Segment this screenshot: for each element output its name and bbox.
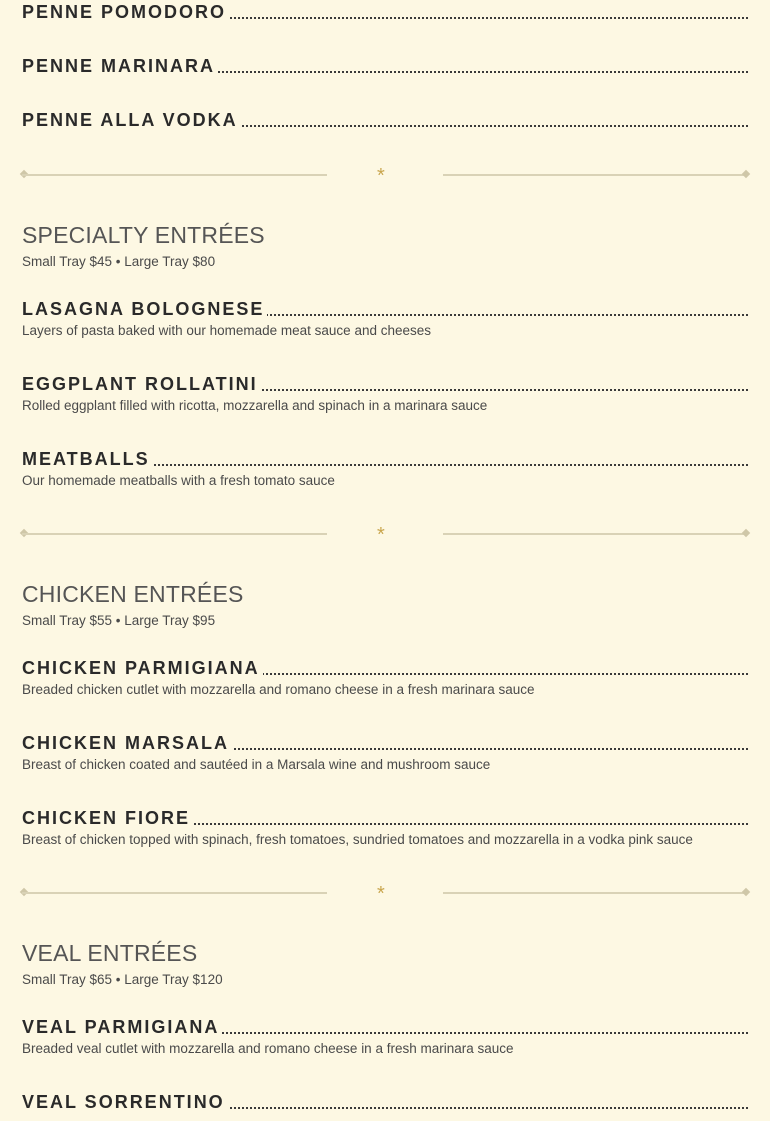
item-description: Our homemade meatballs with a fresh tomato sauce <box>22 473 335 488</box>
divider-line <box>22 174 327 176</box>
item-description: Layers of pasta baked with our homemade meat sauce and cheeses <box>22 323 431 338</box>
divider-line <box>22 533 327 535</box>
section-price: Small Tray $55 • Large Tray $95 <box>22 613 216 628</box>
menu-item <box>22 731 748 757</box>
item-name: PENNE ALLA VODKA <box>22 108 241 132</box>
section-divider <box>22 524 748 544</box>
menu-item <box>22 656 748 682</box>
section-title: SPECIALTY ENTRÉES <box>22 222 265 248</box>
divider-line <box>443 533 748 535</box>
item-name: MEATBALLS <box>22 447 153 471</box>
asterisk-icon: * <box>377 524 385 546</box>
menu-item <box>22 1090 748 1116</box>
item-name: CHICKEN MARSALA <box>22 731 232 755</box>
divider-line <box>22 892 327 894</box>
menu-item <box>22 297 748 323</box>
item-description: Breast of chicken topped with spinach, fresh tomatoes, sundried tomatoes and mozzarella in a vodka pink sauce <box>22 832 693 847</box>
item-name: LASAGNA BOLOGNESE <box>22 297 267 321</box>
item-description: Breaded veal cutlet with mozzarella and romano cheese in a fresh marinara sauce <box>22 1041 514 1056</box>
menu-item <box>22 447 748 473</box>
menu-item <box>22 108 748 134</box>
section-price: Small Tray $45 • Large Tray $80 <box>22 254 216 269</box>
asterisk-icon: * <box>377 883 385 905</box>
item-name: VEAL PARMIGIANA <box>22 1015 222 1039</box>
item-description: Breast of chicken coated and sautéed in a Marsala wine and mushroom sauce <box>22 757 491 772</box>
item-name: CHICKEN PARMIGIANA <box>22 656 263 680</box>
item-name: VEAL SORRENTINO <box>22 1090 228 1114</box>
section-price: Small Tray $65 • Large Tray $120 <box>22 972 223 987</box>
divider-cap-icon <box>742 170 750 178</box>
item-description: Breaded chicken cutlet with mozzarella and romano cheese in a fresh marinara sauce <box>22 682 535 697</box>
item-name: PENNE MARINARA <box>22 54 218 78</box>
item-name: PENNE POMODORO <box>22 0 229 24</box>
asterisk-icon: * <box>377 165 385 187</box>
divider-line <box>443 892 748 894</box>
item-name: EGGPLANT ROLLATINI <box>22 372 261 396</box>
divider-line <box>443 174 748 176</box>
menu-item <box>22 0 748 26</box>
divider-cap-icon <box>742 529 750 537</box>
divider-cap-icon <box>742 888 750 896</box>
section-title: CHICKEN ENTRÉES <box>22 581 244 607</box>
item-name: CHICKEN FIORE <box>22 806 193 830</box>
section-divider <box>22 165 748 185</box>
menu-item <box>22 1015 748 1041</box>
menu-item <box>22 372 748 398</box>
item-description: Rolled eggplant filled with ricotta, mozzarella and spinach in a marinara sauce <box>22 398 488 413</box>
menu-item <box>22 806 748 832</box>
section-divider <box>22 883 748 903</box>
section-title: VEAL ENTRÉES <box>22 940 198 966</box>
menu-item <box>22 54 748 80</box>
